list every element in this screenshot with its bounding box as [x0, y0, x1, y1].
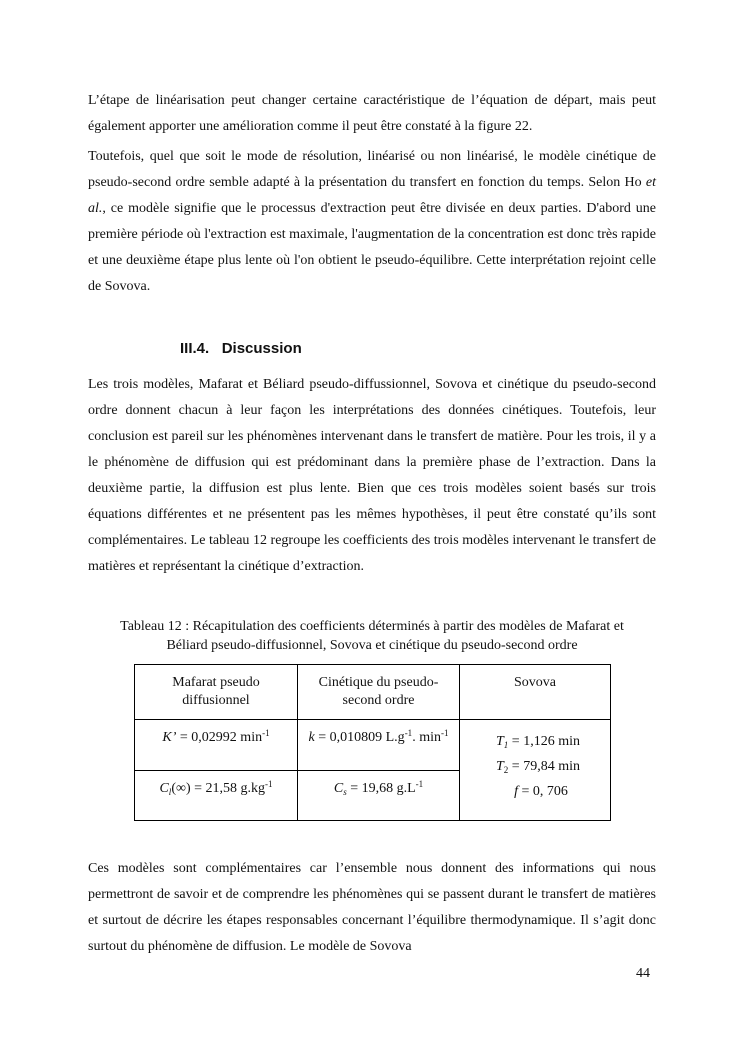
header-line: Cinétique du pseudo-	[318, 675, 439, 690]
table-row	[135, 720, 611, 771]
header-line: diffusionnel	[182, 693, 250, 708]
coefficients-table	[134, 664, 611, 821]
symbol: C	[333, 781, 344, 796]
page-number: 44	[636, 966, 650, 981]
sovova-f	[464, 779, 606, 804]
value: . min	[412, 730, 441, 745]
cell-k-prime	[135, 720, 298, 771]
argument: (∞)	[171, 781, 191, 796]
table-header-row	[135, 665, 611, 720]
paragraph-text: , ce modèle signifie que le processus d'extraction peut être divisée en deux parties. D'abord une première période où l'extraction est maximale, l'augmentation de la concentration est donc très rapide et une deuxième étape plus lente où l'on obtient le pseudo-équilibre. Cette interprétation rejoint celle de Sovova.	[88, 201, 656, 294]
header-mafarat	[135, 665, 298, 720]
header-line: Mafarat pseudo	[172, 675, 260, 690]
value: = 0, 706	[517, 784, 568, 799]
value: = 19,68 g.L	[346, 781, 416, 796]
symbol: C	[159, 781, 169, 796]
exponent: -1	[265, 779, 273, 789]
header-sovova	[460, 665, 611, 720]
paragraph-pseudo-second-ordre	[88, 144, 656, 300]
cell-cl	[135, 771, 298, 821]
header-line: Sovova	[514, 675, 556, 690]
value: = 79,84 min	[508, 759, 580, 774]
paragraph-linearisation: L’étape de linéarisation peut changer certaine caractéristique de l’équation de départ, mais peut également apporter une amélioration comme il peut être constaté à la figure 22.	[88, 93, 656, 134]
subscript: 1	[503, 740, 509, 750]
section-title: Discussion	[221, 340, 302, 357]
symbol: T	[496, 734, 504, 749]
symbol: T	[496, 759, 504, 774]
subscript: l	[168, 787, 172, 797]
section-heading	[180, 340, 302, 357]
cell-k	[298, 720, 460, 771]
value: = 0,02992 min	[176, 730, 263, 745]
exponent: -1	[262, 728, 270, 738]
symbol: k	[308, 730, 315, 745]
cell-cs	[298, 771, 460, 821]
paragraph-complementaires: Ces modèles sont complémentaires car l’ensemble nous donnent des informations qui nous permettront de savoir et de comprendre les phénomènes qui se passent durant le transfert de matières et surtout de décrire les étapes responsables concernant l’équilibre thermodynamique. Il s’agit donc surtout du phénomène de diffusion. Le modèle de Sovova	[88, 861, 656, 954]
caption-line: Tableau 12 : Récapitulation des coefficients déterminés à partir des modèles de Mafarat et	[120, 619, 624, 634]
cell-sovova	[460, 720, 611, 821]
value: = 21,58 g.kg	[190, 781, 266, 796]
subscript: 2	[503, 765, 509, 775]
caption-line: Béliard pseudo-diffusionnel, Sovova et cinétique du pseudo-second ordre	[166, 638, 578, 653]
symbol: f	[514, 784, 518, 799]
sovova-t2	[464, 754, 606, 779]
value: = 1,126 min	[508, 734, 580, 749]
subscript: s	[343, 787, 347, 797]
value: = 0,010809 L.g	[314, 730, 405, 745]
sovova-t1	[464, 729, 606, 754]
header-cinetique	[298, 665, 460, 720]
exponent: -1	[440, 728, 449, 738]
exponent: -1	[415, 779, 424, 789]
paragraph-trois-modeles: Les trois modèles, Mafarat et Béliard pseudo-diffussionnel, Sovova et cinétique du pseudo-second ordre donnent chacun à leur façon les interprétations des données cinétiques. Toutefois, leur conclusion est pareil sur les phénomènes intervenant dans le transfert de matière. Pour les trois, il y a le phénomène de diffusion qui est prédominant dans la première phase de l’extraction. Dans la deuxième partie, la diffusion est plus lente. Bien que ces trois modèles soient basés sur trois équations différentes et ne présentent pas les mêmes hypothèses, il peut être constaté qu’ils sont complémentaires. Le tableau 12 regroupe les coefficients des trois modèles intervenant le transfert de matières et représentant la cinétique d’extraction.	[88, 377, 656, 574]
section-number: III.4.	[180, 340, 210, 357]
et-al-text: et al.	[88, 175, 656, 216]
exponent: -1	[404, 728, 413, 738]
table-caption	[90, 617, 654, 655]
symbol: K’	[162, 730, 177, 745]
header-line: second ordre	[342, 693, 415, 708]
paragraph-text: Toutefois, quel que soit le mode de résolution, linéarisé ou non linéarisé, le modèle cinétique de pseudo-second ordre semble adapté à la présentation du transfert en fonction du temps. Selon Ho	[88, 149, 656, 190]
